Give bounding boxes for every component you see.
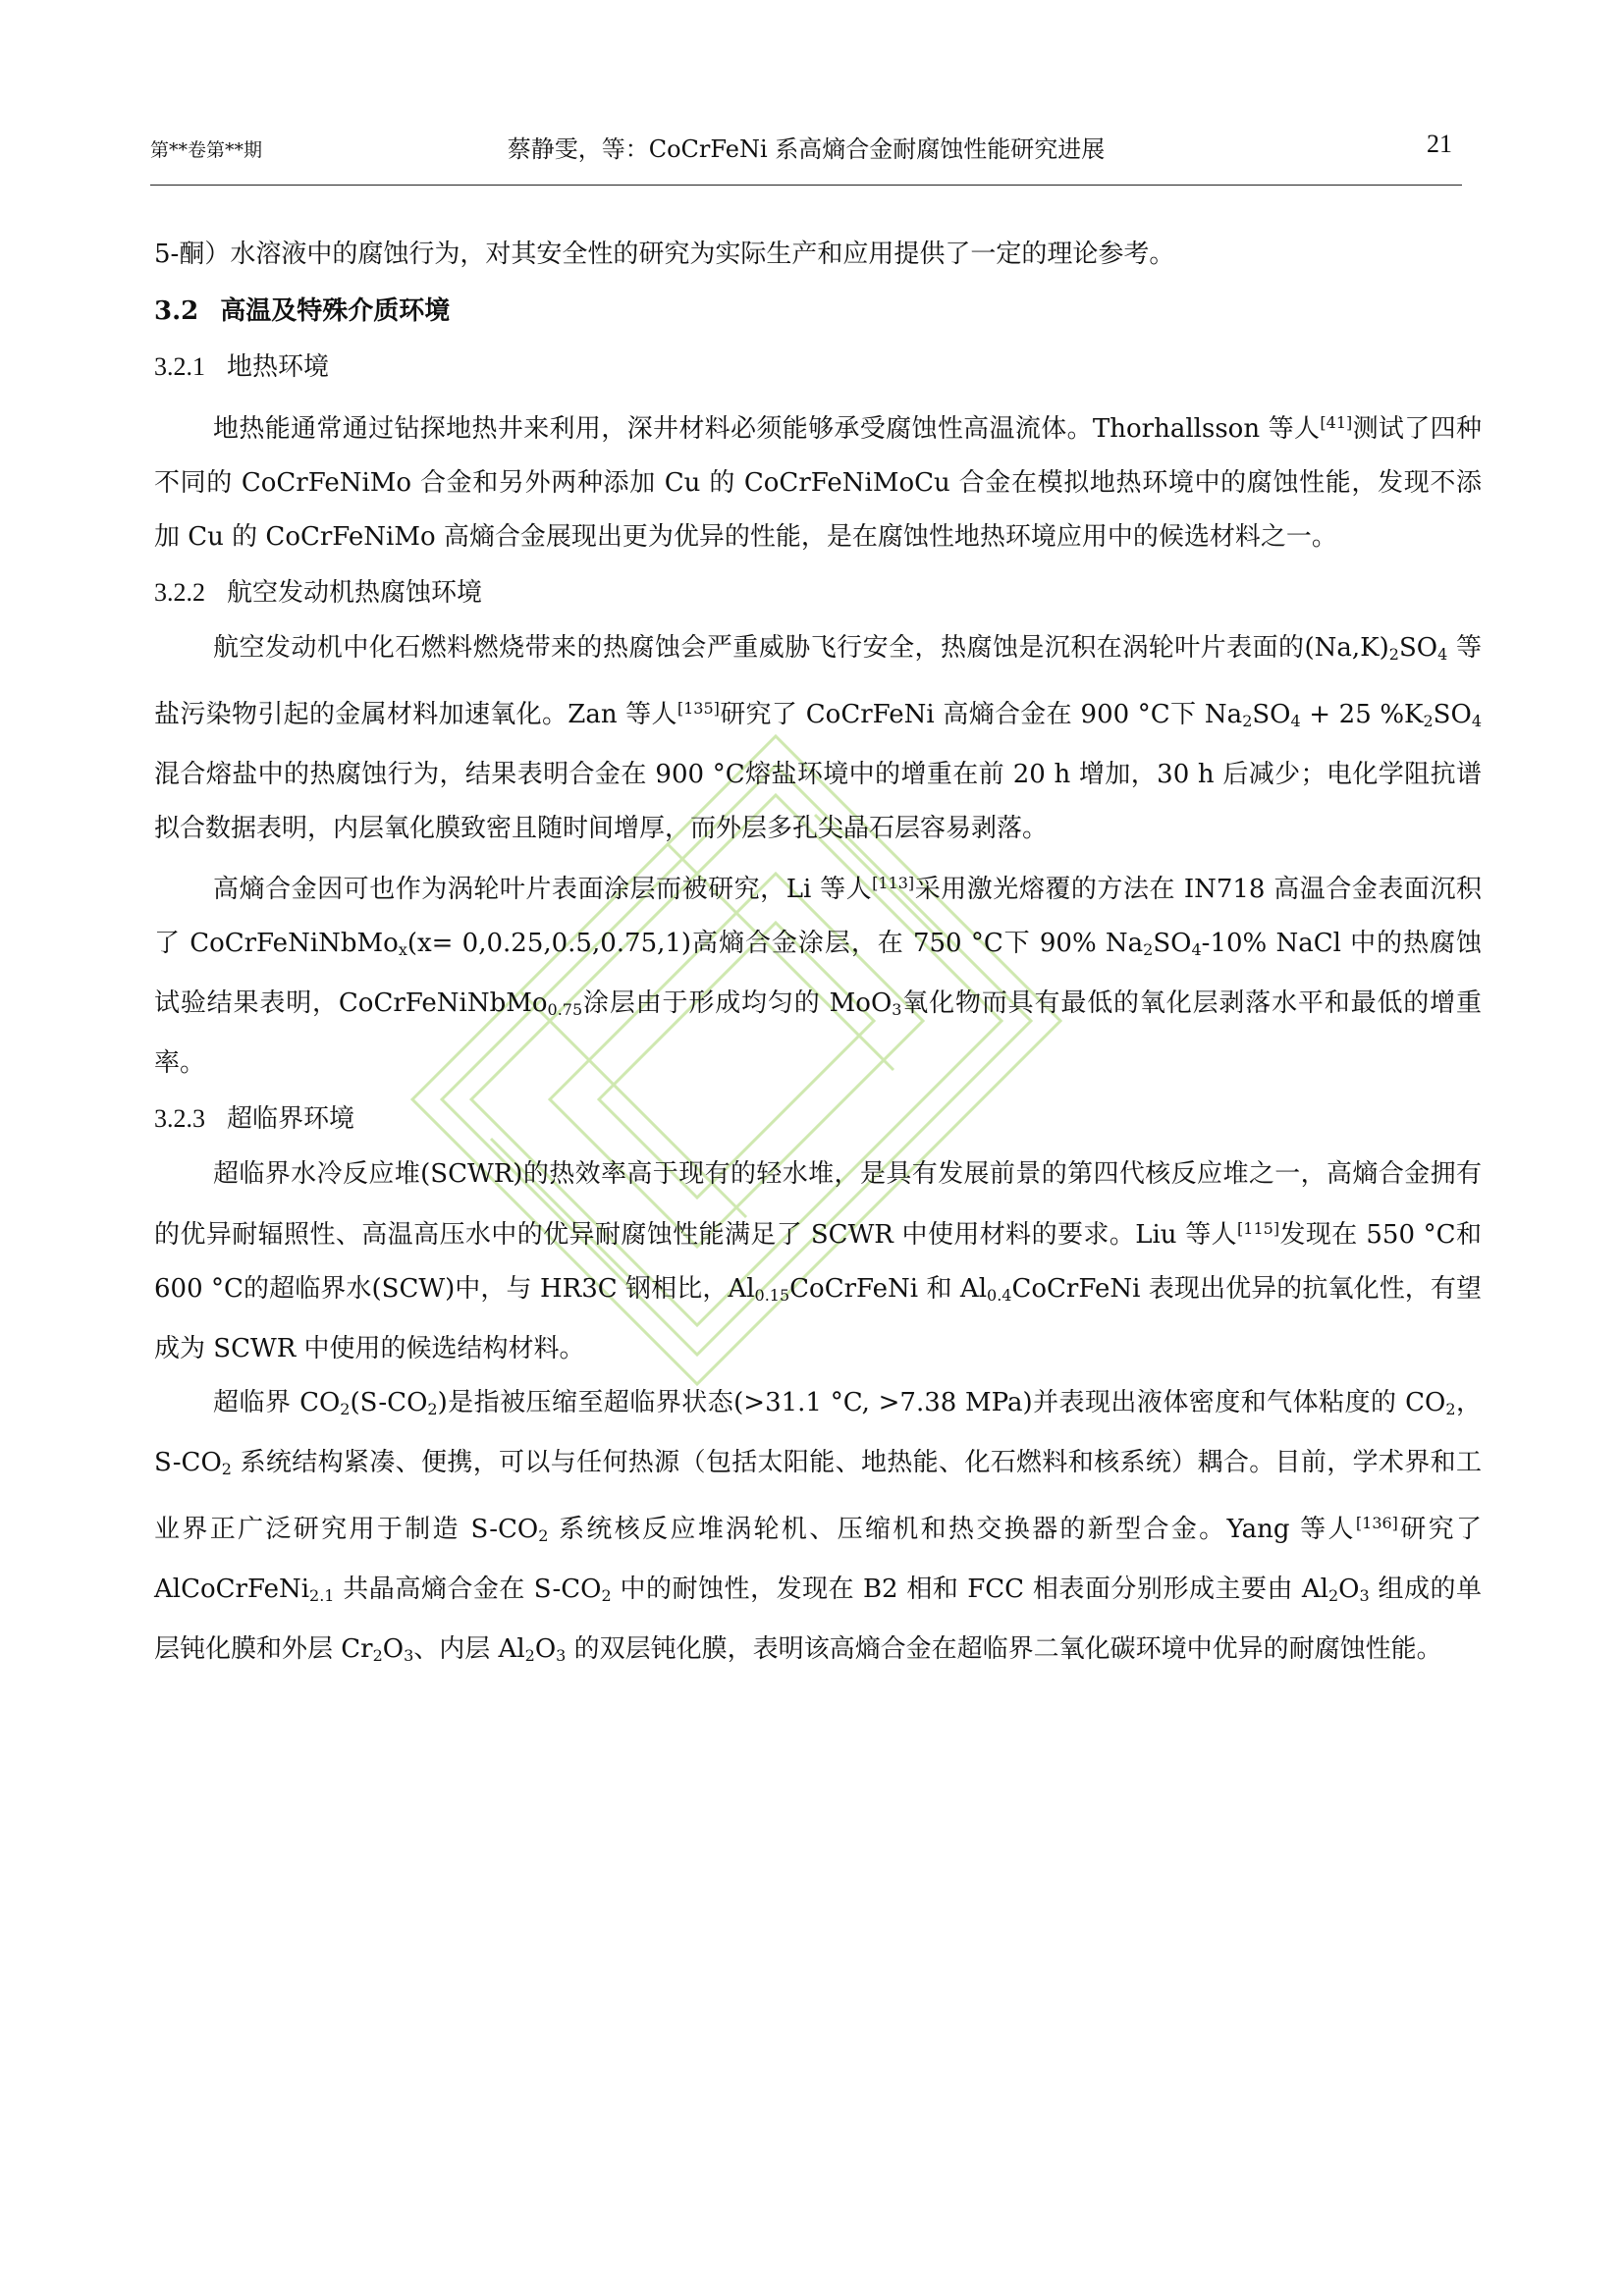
paragraph-coating: 高熵合金因可也作为涡轮叶片表面涂层而被研究，Li 等人[113]采用激光熔覆的方法在 IN718 高温合金表面沉积了 CoCrFeNiNbMo$_x$(x= 0,0.25,0.5,0.75,1)高熵合金涂层，在 750 °C下 90% $Na_2SO_4-10\%$ NaCl 中的热腐蚀试验结果表明，CoCrFeNiNbMo$_{0.75}$涂层由于形成均匀的 MoO$_3$氧化物而具有最低的氧化层剥落水平和最低的增重率。 bbox=[154, 874, 1482, 1078]
paragraph-continuation: 5-酮）水溶液中的腐蚀行为，对其安全性的研究为实际生产和应用提供了一定的理论参考。 bbox=[154, 240, 1175, 269]
subsection-heading-3-2-1: 3.2.1 地热环境 bbox=[154, 352, 330, 382]
running-header bbox=[150, 126, 1462, 186]
article-body bbox=[154, 228, 1482, 1682]
paragraph-sco2: 超临界 $CO_2(S-CO_2)$是指被压缩至超临界状态(>31.1 °C, >7.38 MPa)并表现出液体密度和气体粘度的 $CO_2$，$S-CO_2$ 系统结构紧凑、便携，可以与任何热源（包括太阳能、地热能、化石燃料和核系统）耦合。目前，学术界和工业界正广泛研究用于制造 $S-CO_2$ 系统核反应堆涡轮机、压缩机和热交换器的新型合金。Yang 等人[136]研究了 AlCoCrFeNi$_{2.1}$ 共晶高熵合金在 $S-CO_2$ 中的耐蚀性，发现在 B2 相和 FCC 相表面分别形成主要由 $Al_2O_3$ 组成的单层钝化膜和外层 $Cr_2O_3$、内层 $Al_2O_3$ 的双层钝化膜，表明该高熵合金在超临界二氧化碳环境中优异的耐腐蚀性能。 bbox=[154, 1388, 1483, 1665]
journal-volume-issue: 第**卷第**期 bbox=[150, 139, 263, 161]
paragraph-scwr: 超临界水冷反应堆(SCWR)的热效率高于现有的轻水堆，是具有发展前景的第四代核反应堆之一，高熵合金拥有的优异耐辐照性、高温高压水中的优异耐腐蚀性能满足了 SCWR 中使用材料的要求。Liu 等人[115]发现在 550 °C和 600 °C的超临界水(SCW)中，与 HR3C 钢相比，$Al_{0.15}CoCrFeNi$ 和 $Al_{0.4}CoCrFeNi$ 表现出优异的抗氧化性，有望成为 SCWR 中使用的候选结构材料。 bbox=[154, 1159, 1483, 1363]
section-heading-3-2: 3.2 高温及特殊介质环境 bbox=[154, 296, 451, 326]
page-number: 21 bbox=[1427, 130, 1452, 158]
subsection-heading-3-2-2: 3.2.2 航空发动机热腐蚀环境 bbox=[154, 578, 483, 608]
subsection-heading-3-2-3: 3.2.3 超临界环境 bbox=[154, 1104, 355, 1134]
citation-ref: [113] bbox=[872, 874, 915, 892]
paragraph-hot-corrosion: 航空发动机中化石燃料燃烧带来的热腐蚀会严重威胁飞行安全，热腐蚀是沉积在涡轮叶片表面的$(Na,K)_2SO_4$ 等盐污染物引起的金属材料加速氧化。Zan 等人[135]研究了 CoCrFeNi 高熵合金在 900 °C下 $Na_2SO_4 + 25$ $\%K_2SO_4$混合熔盐中的热腐蚀行为，结果表明合金在 900 °C熔盐环境中的增重在前 20 h 增加，30 h 后减少；电化学阻抗谱拟合数据表明，内层氧化膜致密且随时间增厚，而外层多孔尖晶石层容易剥落。 bbox=[154, 633, 1482, 843]
citation-ref: [136] bbox=[1355, 1514, 1398, 1532]
citation-ref: [41] bbox=[1320, 413, 1353, 432]
paragraph-geothermal: 地热能通常通过钻探地热井来利用，深井材料必须能够承受腐蚀性高温流体。Thorhallsson 等人[41]测试了四种不同的 CoCrFeNiMo 合金和另外两种添加 Cu 的 CoCrFeNiMoCu 合金在模拟地热环境中的腐蚀性能，发现不添加 Cu 的 CoCrFeNiMo 高熵合金展现出更为优异的性能，是在腐蚀性地热环境应用中的候选材料之一。 bbox=[154, 413, 1482, 552]
citation-ref: [135] bbox=[677, 699, 720, 718]
citation-ref: [115] bbox=[1237, 1219, 1280, 1238]
running-title: 蔡静雯，等：CoCrFeNi 系高熵合金耐腐蚀性能研究进展 bbox=[507, 135, 1106, 163]
